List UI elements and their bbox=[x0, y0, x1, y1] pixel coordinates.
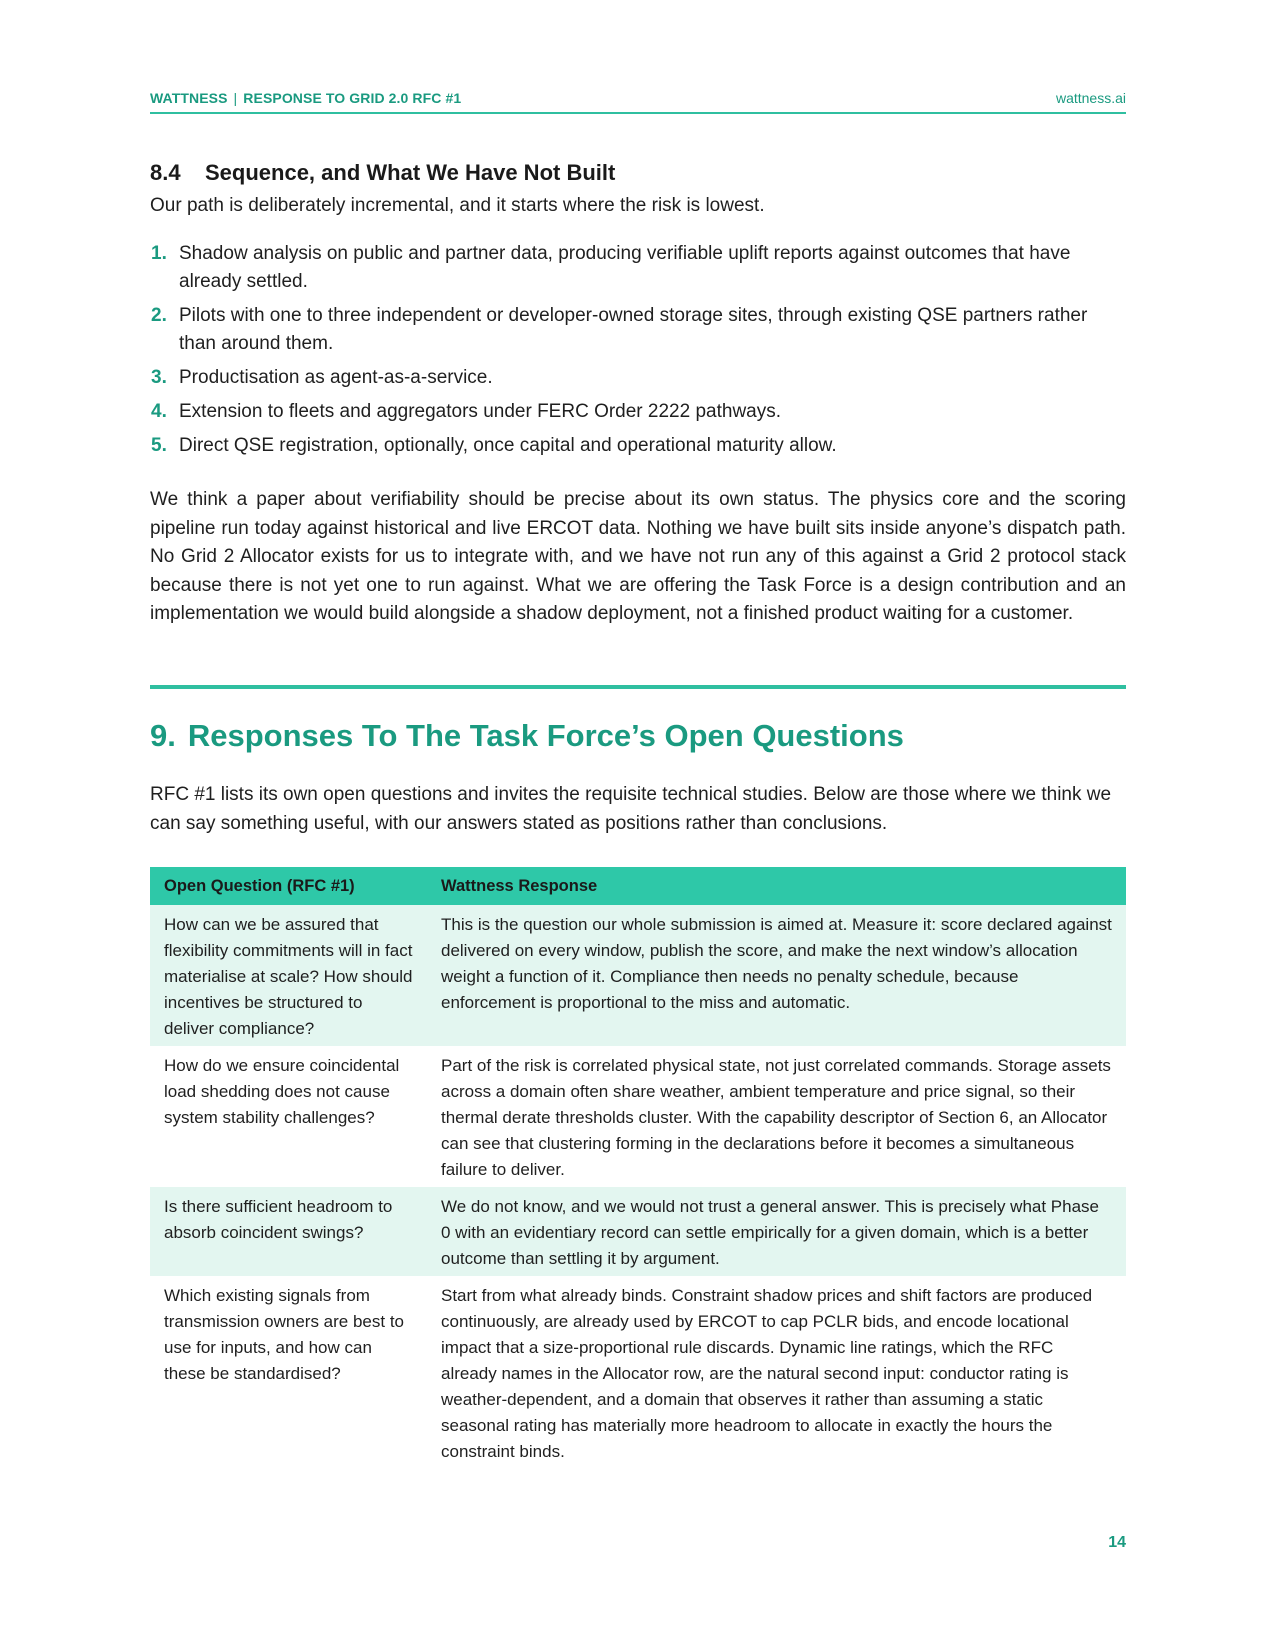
header-site-link[interactable]: wattness.ai bbox=[1055, 90, 1126, 106]
list-item bbox=[150, 302, 1126, 358]
response-cell: Start from what already binds. Constraint shadow prices and shift factors are produced continuously, are already used by ERCOT to cap PCLR bids, and encode locational impact that a size-proportional rule discards. Dynamic line ratings, which the RFC already names in the Allocator row, are the natural second input: conductor rating is weather-dependent, and a domain that observes it rather than assuming a static seasonal rating has materially more headroom to allocate in exactly the hours the constraint binds. bbox=[441, 1286, 1093, 1461]
header-separator: | bbox=[233, 90, 238, 106]
column-header-question: Open Question (RFC #1) bbox=[150, 867, 427, 905]
section-divider bbox=[150, 685, 1126, 689]
subsection-title: Sequence, and What We Have Not Built bbox=[205, 160, 616, 186]
list-item bbox=[150, 240, 1126, 296]
column-header-response: Wattness Response bbox=[427, 867, 1126, 905]
list-item-text: Direct QSE registration, optionally, once capital and operational maturity allow. bbox=[179, 435, 837, 456]
table-header-row bbox=[150, 867, 1126, 905]
list-marker: 4. bbox=[151, 401, 167, 422]
question-cell: Is there sufficient headroom to absorb coincident swings? bbox=[150, 1187, 427, 1276]
header-brand: WATTNESS bbox=[150, 90, 228, 106]
table-row bbox=[150, 1276, 1126, 1469]
running-header bbox=[150, 90, 1126, 114]
question-cell: Which existing signals from transmission owners are best to use for inputs, and how can these be standardised? bbox=[164, 1286, 404, 1383]
table-row bbox=[150, 1187, 1126, 1276]
subsection-number: 8.4 bbox=[150, 160, 181, 186]
page-number: 14 bbox=[1108, 1534, 1126, 1551]
subsection-heading bbox=[150, 160, 615, 186]
header-title bbox=[150, 90, 461, 106]
section-title: Responses To The Task Force’s Open Questions bbox=[187, 718, 904, 753]
table-row bbox=[150, 905, 1126, 1046]
sequence-list bbox=[150, 240, 1126, 466]
list-marker: 3. bbox=[151, 367, 167, 388]
response-cell: We do not know, and we would not trust a general answer. This is precisely what Phase 0 with an evidentiary record can settle empirically for a given domain, which is a better outcome than settling it by argument. bbox=[427, 1187, 1126, 1276]
header-doc-title: RESPONSE TO GRID 2.0 RFC #1 bbox=[243, 90, 462, 106]
list-marker: 1. bbox=[151, 243, 167, 264]
list-item bbox=[150, 398, 1126, 426]
question-cell: How do we ensure coincidental load shedding does not cause system stability challenges? bbox=[164, 1056, 400, 1127]
list-item bbox=[150, 432, 1126, 460]
section-number: 9. bbox=[150, 718, 176, 753]
list-marker: 5. bbox=[151, 435, 167, 456]
list-item-text: Pilots with one to three independent or developer-owned storage sites, through existing QSE partners rather than around them. bbox=[179, 305, 1088, 354]
list-item bbox=[150, 364, 1126, 392]
questions-table bbox=[150, 867, 1126, 1469]
question-cell: How can we be assured that flexibility commitments will in fact materialise at scale? How should incentives be structured to deliver compliance? bbox=[150, 905, 427, 1046]
list-item-text: Shadow analysis on public and partner data, producing verifiable uplift reports against outcomes that have already settled. bbox=[179, 243, 1071, 292]
section-intro: RFC #1 lists its own open questions and invites the requisite technical studies. Below are those where we think we can say something useful, with our answers stated as positions rather than conclusions. bbox=[150, 784, 1112, 834]
section-heading bbox=[150, 718, 904, 754]
response-cell: Part of the risk is correlated physical state, not just correlated commands. Storage assets across a domain often share weather, ambient temperature and price signal, so their thermal derate thresholds cluster. With the capability descriptor of Section 6, an Allocator can see that clustering forming in the declarations before it becomes a simultaneous failure to deliver. bbox=[441, 1056, 1111, 1179]
list-marker: 2. bbox=[151, 305, 167, 326]
subsection-intro: Our path is deliberately incremental, and it starts where the risk is lowest. bbox=[150, 195, 765, 216]
status-paragraph: We think a paper about verifiability should be precise about its own status. The physics core and the scoring pipeline run today against historical and live ERCOT data. Nothing we have built sits inside anyone’s dispatch path. No Grid 2 Allocator exists for us to integrate with, and we have not run any of this against a Grid 2 protocol stack because there is not yet one to run against. What we are offering the Task Force is a design contribution and an implementation we would build alongside a shadow deployment, not a finished product waiting for a customer. bbox=[150, 489, 1126, 625]
response-cell: This is the question our whole submission is aimed at. Measure it: score declared against delivered on every window, publish the score, and make the next window’s allocation weight a function of it. Compliance then needs no penalty schedule, because enforcement is proportional to the miss and automatic. bbox=[427, 905, 1126, 1046]
list-item-text: Extension to fleets and aggregators under FERC Order 2222 pathways. bbox=[179, 401, 782, 422]
document-page bbox=[150, 0, 1126, 1650]
table-row bbox=[150, 1046, 1126, 1187]
list-item-text: Productisation as agent-as-a-service. bbox=[179, 367, 493, 388]
